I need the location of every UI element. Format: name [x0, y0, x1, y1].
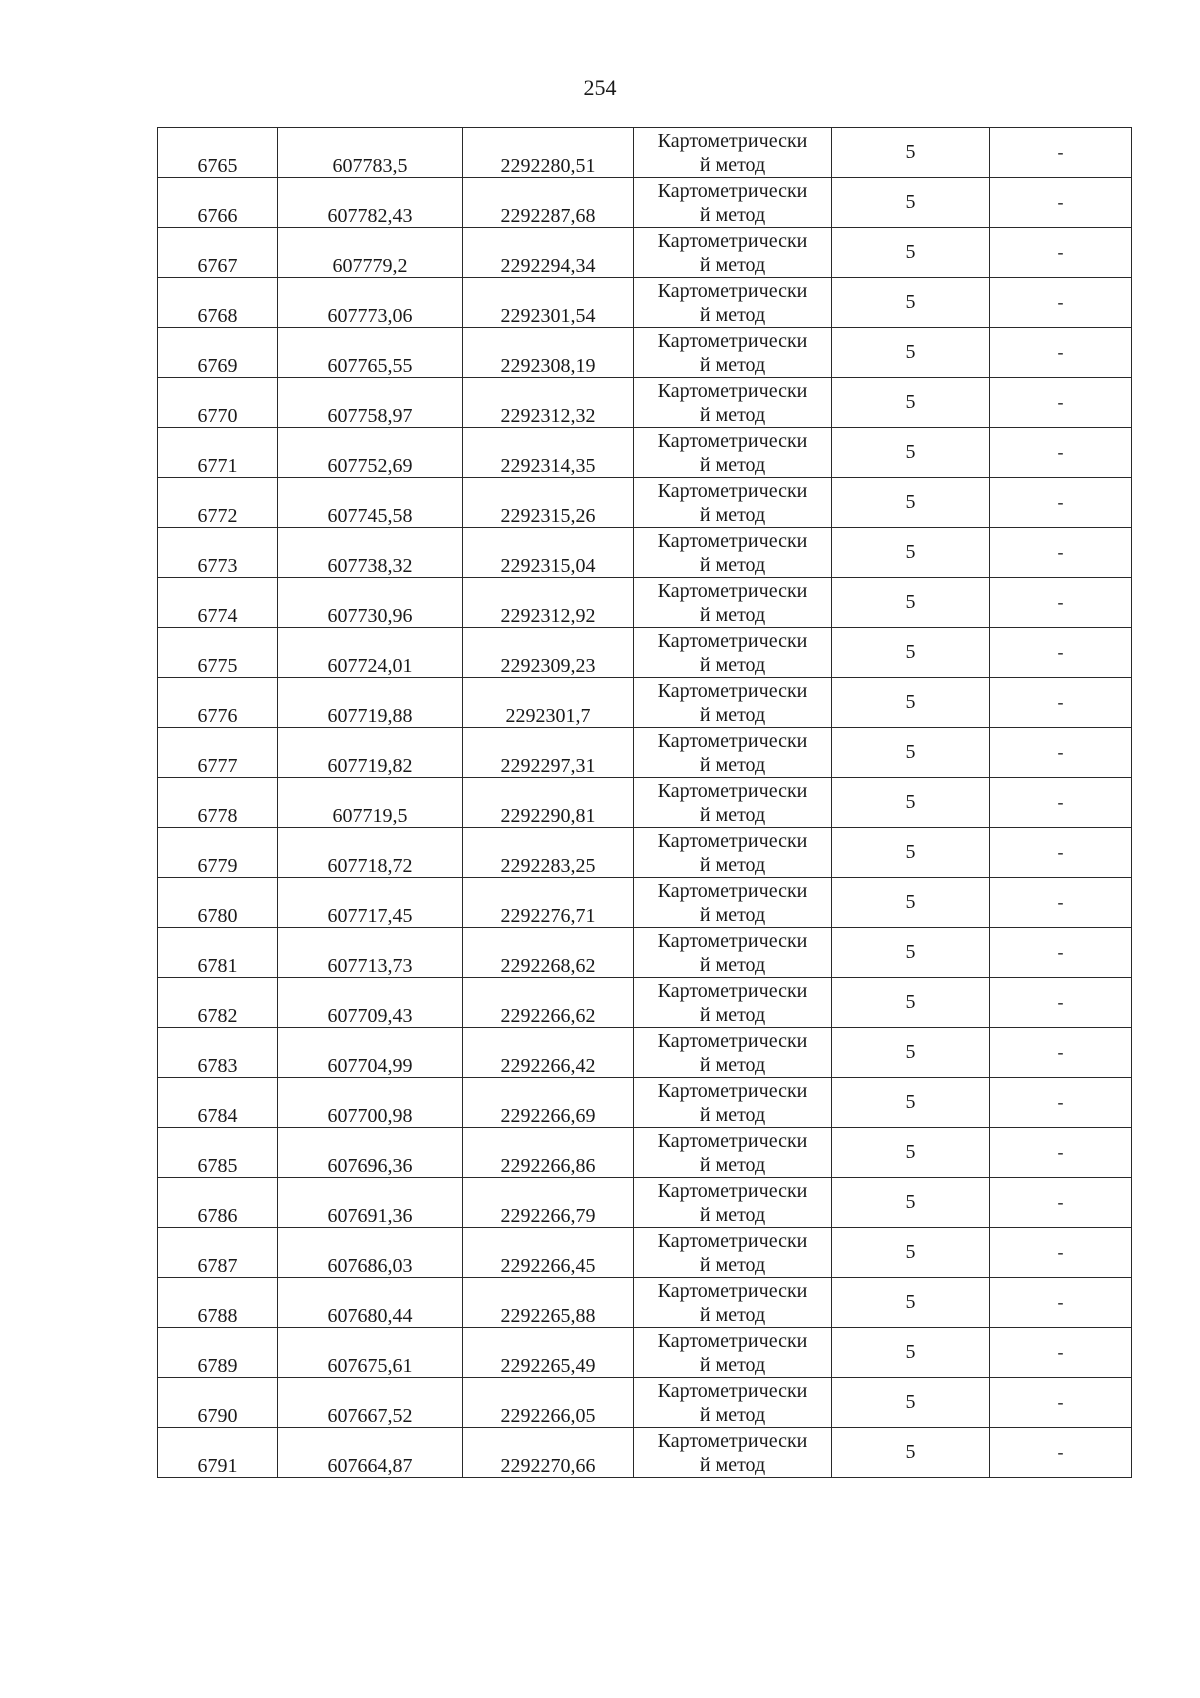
- y-coordinate-cell: 2292270,66: [463, 1428, 634, 1478]
- table-row: [158, 1078, 1132, 1128]
- y-coordinate-cell: 2292280,51: [463, 128, 634, 178]
- point-number-cell: 6785: [158, 1128, 278, 1178]
- method-line-1: Картометрически: [657, 1179, 808, 1202]
- method-line-2: й метод: [699, 1203, 766, 1226]
- accuracy-cell: 5: [832, 978, 990, 1028]
- method-cell: [634, 1228, 832, 1278]
- accuracy-cell: 5: [832, 778, 990, 828]
- x-coordinate-cell: 607752,69: [278, 428, 463, 478]
- y-coordinate-cell: 2292312,32: [463, 378, 634, 428]
- method-line-1: Картометрически: [657, 429, 808, 452]
- point-number-cell: 6783: [158, 1028, 278, 1078]
- accuracy-cell: 5: [832, 1078, 990, 1128]
- method-line-2: й метод: [699, 653, 766, 676]
- y-coordinate-cell: 2292266,86: [463, 1128, 634, 1178]
- table-row: [158, 1128, 1132, 1178]
- method-line-1: Картометрически: [657, 1229, 808, 1252]
- point-number-cell: 6779: [158, 828, 278, 878]
- x-coordinate-cell: 607704,99: [278, 1028, 463, 1078]
- accuracy-cell: 5: [832, 228, 990, 278]
- note-cell: -: [990, 1378, 1132, 1428]
- coordinates-table-body: [158, 128, 1132, 1478]
- point-number-cell: 6769: [158, 328, 278, 378]
- table-row: [158, 278, 1132, 328]
- accuracy-cell: 5: [832, 1378, 990, 1428]
- table-row: [158, 128, 1132, 178]
- y-coordinate-cell: 2292309,23: [463, 628, 634, 678]
- x-coordinate-cell: 607758,97: [278, 378, 463, 428]
- accuracy-cell: 5: [832, 178, 990, 228]
- note-cell: -: [990, 1028, 1132, 1078]
- method-line-2: й метод: [699, 1453, 766, 1476]
- method-cell: [634, 278, 832, 328]
- note-cell: -: [990, 778, 1132, 828]
- table-row: [158, 1378, 1132, 1428]
- method-cell: [634, 1178, 832, 1228]
- note-cell: -: [990, 478, 1132, 528]
- x-coordinate-cell: 607717,45: [278, 878, 463, 928]
- method-line-1: Картометрически: [657, 879, 808, 902]
- method-line-2: й метод: [699, 203, 766, 226]
- y-coordinate-cell: 2292312,92: [463, 578, 634, 628]
- method-line-2: й метод: [699, 353, 766, 376]
- table-row: [158, 328, 1132, 378]
- point-number-cell: 6770: [158, 378, 278, 428]
- x-coordinate-cell: 607745,58: [278, 478, 463, 528]
- method-cell: [634, 628, 832, 678]
- table-row: [158, 178, 1132, 228]
- method-cell: [634, 428, 832, 478]
- method-line-2: й метод: [699, 1253, 766, 1276]
- accuracy-cell: 5: [832, 878, 990, 928]
- table-row: [158, 1278, 1132, 1328]
- method-cell: [634, 128, 832, 178]
- y-coordinate-cell: 2292301,7: [463, 678, 634, 728]
- x-coordinate-cell: 607773,06: [278, 278, 463, 328]
- method-cell: [634, 178, 832, 228]
- table-row: [158, 1428, 1132, 1478]
- y-coordinate-cell: 2292268,62: [463, 928, 634, 978]
- method-line-1: Картометрически: [657, 629, 808, 652]
- method-line-2: й метод: [699, 1153, 766, 1176]
- method-line-2: й метод: [699, 303, 766, 326]
- method-cell: [634, 1028, 832, 1078]
- method-cell: [634, 828, 832, 878]
- method-line-2: й метод: [699, 803, 766, 826]
- method-line-2: й метод: [699, 603, 766, 626]
- table-row: [158, 978, 1132, 1028]
- method-line-1: Картометрически: [657, 479, 808, 502]
- method-line-1: Картометрически: [657, 179, 808, 202]
- method-line-2: й метод: [699, 453, 766, 476]
- page-number: 254: [583, 75, 617, 100]
- x-coordinate-cell: 607782,43: [278, 178, 463, 228]
- table-row: [158, 378, 1132, 428]
- method-line-1: Картометрически: [657, 1029, 808, 1052]
- method-line-2: й метод: [699, 1103, 766, 1126]
- method-line-2: й метод: [699, 853, 766, 876]
- point-number-cell: 6788: [158, 1278, 278, 1328]
- point-number-cell: 6789: [158, 1328, 278, 1378]
- coordinates-table: [157, 127, 1132, 1478]
- y-coordinate-cell: 2292315,26: [463, 478, 634, 528]
- method-cell: [634, 928, 832, 978]
- method-line-1: Картометрически: [657, 379, 808, 402]
- table-row: [158, 1028, 1132, 1078]
- x-coordinate-cell: 607730,96: [278, 578, 463, 628]
- note-cell: -: [990, 1128, 1132, 1178]
- table-row: [158, 928, 1132, 978]
- method-line-2: й метод: [699, 1003, 766, 1026]
- method-cell: [634, 328, 832, 378]
- x-coordinate-cell: 607675,61: [278, 1328, 463, 1378]
- table-row: [158, 228, 1132, 278]
- point-number-cell: 6774: [158, 578, 278, 628]
- point-number-cell: 6790: [158, 1378, 278, 1428]
- accuracy-cell: 5: [832, 928, 990, 978]
- x-coordinate-cell: 607713,73: [278, 928, 463, 978]
- accuracy-cell: 5: [832, 678, 990, 728]
- y-coordinate-cell: 2292265,49: [463, 1328, 634, 1378]
- note-cell: -: [990, 128, 1132, 178]
- y-coordinate-cell: 2292283,25: [463, 828, 634, 878]
- point-number-cell: 6776: [158, 678, 278, 728]
- y-coordinate-cell: 2292266,79: [463, 1178, 634, 1228]
- note-cell: -: [990, 1228, 1132, 1278]
- point-number-cell: 6786: [158, 1178, 278, 1228]
- method-line-1: Картометрически: [657, 329, 808, 352]
- note-cell: -: [990, 278, 1132, 328]
- note-cell: -: [990, 978, 1132, 1028]
- accuracy-cell: 5: [832, 428, 990, 478]
- method-cell: [634, 978, 832, 1028]
- method-cell: [634, 678, 832, 728]
- accuracy-cell: 5: [832, 528, 990, 578]
- method-cell: [634, 878, 832, 928]
- y-coordinate-cell: 2292266,45: [463, 1228, 634, 1278]
- method-line-1: Картометрически: [657, 729, 808, 752]
- note-cell: -: [990, 1278, 1132, 1328]
- point-number-cell: 6791: [158, 1428, 278, 1478]
- x-coordinate-cell: 607719,5: [278, 778, 463, 828]
- table-row: [158, 1178, 1132, 1228]
- method-line-2: й метод: [699, 253, 766, 276]
- method-line-2: й метод: [699, 553, 766, 576]
- table-row: [158, 1328, 1132, 1378]
- x-coordinate-cell: 607686,03: [278, 1228, 463, 1278]
- method-cell: [634, 1078, 832, 1128]
- method-line-2: й метод: [699, 1053, 766, 1076]
- y-coordinate-cell: 2292290,81: [463, 778, 634, 828]
- accuracy-cell: 5: [832, 628, 990, 678]
- note-cell: -: [990, 878, 1132, 928]
- accuracy-cell: 5: [832, 128, 990, 178]
- method-line-1: Картометрически: [657, 1129, 808, 1152]
- method-cell: [634, 228, 832, 278]
- y-coordinate-cell: 2292287,68: [463, 178, 634, 228]
- method-line-2: й метод: [699, 153, 766, 176]
- method-line-2: й метод: [699, 503, 766, 526]
- y-coordinate-cell: 2292266,62: [463, 978, 634, 1028]
- y-coordinate-cell: 2292314,35: [463, 428, 634, 478]
- x-coordinate-cell: 607718,72: [278, 828, 463, 878]
- x-coordinate-cell: 607700,98: [278, 1078, 463, 1128]
- method-cell: [634, 578, 832, 628]
- method-line-1: Картометрически: [657, 1379, 808, 1402]
- point-number-cell: 6771: [158, 428, 278, 478]
- table-row: [158, 728, 1132, 778]
- method-line-1: Картометрически: [657, 1079, 808, 1102]
- table-row: [158, 678, 1132, 728]
- note-cell: -: [990, 628, 1132, 678]
- table-row: [158, 428, 1132, 478]
- point-number-cell: 6787: [158, 1228, 278, 1278]
- method-line-2: й метод: [699, 1403, 766, 1426]
- x-coordinate-cell: 607664,87: [278, 1428, 463, 1478]
- x-coordinate-cell: 607779,2: [278, 228, 463, 278]
- method-line-2: й метод: [699, 903, 766, 926]
- method-cell: [634, 1378, 832, 1428]
- method-line-2: й метод: [699, 1353, 766, 1376]
- method-cell: [634, 1328, 832, 1378]
- note-cell: -: [990, 178, 1132, 228]
- table-row: [158, 1228, 1132, 1278]
- method-line-1: Картометрически: [657, 529, 808, 552]
- x-coordinate-cell: 607696,36: [278, 1128, 463, 1178]
- method-line-2: й метод: [699, 953, 766, 976]
- y-coordinate-cell: 2292266,05: [463, 1378, 634, 1428]
- method-cell: [634, 478, 832, 528]
- method-line-1: Картометрически: [657, 979, 808, 1002]
- method-line-2: й метод: [699, 753, 766, 776]
- point-number-cell: 6782: [158, 978, 278, 1028]
- accuracy-cell: 5: [832, 728, 990, 778]
- method-line-1: Картометрически: [657, 1329, 808, 1352]
- y-coordinate-cell: 2292266,69: [463, 1078, 634, 1128]
- point-number-cell: 6775: [158, 628, 278, 678]
- point-number-cell: 6768: [158, 278, 278, 328]
- point-number-cell: 6765: [158, 128, 278, 178]
- note-cell: -: [990, 1078, 1132, 1128]
- note-cell: -: [990, 428, 1132, 478]
- method-line-1: Картометрически: [657, 129, 808, 152]
- note-cell: -: [990, 1178, 1132, 1228]
- point-number-cell: 6781: [158, 928, 278, 978]
- accuracy-cell: 5: [832, 1178, 990, 1228]
- accuracy-cell: 5: [832, 828, 990, 878]
- x-coordinate-cell: 607691,36: [278, 1178, 463, 1228]
- x-coordinate-cell: 607680,44: [278, 1278, 463, 1328]
- accuracy-cell: 5: [832, 378, 990, 428]
- accuracy-cell: 5: [832, 278, 990, 328]
- point-number-cell: 6780: [158, 878, 278, 928]
- note-cell: -: [990, 528, 1132, 578]
- method-cell: [634, 778, 832, 828]
- method-cell: [634, 1428, 832, 1478]
- table-row: [158, 778, 1132, 828]
- y-coordinate-cell: 2292294,34: [463, 228, 634, 278]
- y-coordinate-cell: 2292265,88: [463, 1278, 634, 1328]
- method-line-1: Картометрически: [657, 779, 808, 802]
- x-coordinate-cell: 607738,32: [278, 528, 463, 578]
- accuracy-cell: 5: [832, 328, 990, 378]
- method-cell: [634, 1278, 832, 1328]
- method-line-1: Картометрически: [657, 679, 808, 702]
- method-line-1: Картометрически: [657, 229, 808, 252]
- note-cell: -: [990, 928, 1132, 978]
- note-cell: -: [990, 828, 1132, 878]
- note-cell: -: [990, 728, 1132, 778]
- accuracy-cell: 5: [832, 1128, 990, 1178]
- method-cell: [634, 378, 832, 428]
- method-cell: [634, 528, 832, 578]
- note-cell: -: [990, 1428, 1132, 1478]
- method-line-1: Картометрически: [657, 829, 808, 852]
- accuracy-cell: 5: [832, 478, 990, 528]
- accuracy-cell: 5: [832, 1028, 990, 1078]
- x-coordinate-cell: 607719,82: [278, 728, 463, 778]
- table-row: [158, 878, 1132, 928]
- point-number-cell: 6766: [158, 178, 278, 228]
- accuracy-cell: 5: [832, 1328, 990, 1378]
- table-row: [158, 528, 1132, 578]
- y-coordinate-cell: 2292276,71: [463, 878, 634, 928]
- note-cell: -: [990, 378, 1132, 428]
- point-number-cell: 6772: [158, 478, 278, 528]
- x-coordinate-cell: 607783,5: [278, 128, 463, 178]
- x-coordinate-cell: 607765,55: [278, 328, 463, 378]
- point-number-cell: 6773: [158, 528, 278, 578]
- method-line-1: Картометрически: [657, 579, 808, 602]
- note-cell: -: [990, 578, 1132, 628]
- method-line-1: Картометрически: [657, 279, 808, 302]
- table-row: [158, 578, 1132, 628]
- accuracy-cell: 5: [832, 1228, 990, 1278]
- point-number-cell: 6778: [158, 778, 278, 828]
- method-cell: [634, 1128, 832, 1178]
- point-number-cell: 6777: [158, 728, 278, 778]
- table-row: [158, 478, 1132, 528]
- y-coordinate-cell: 2292301,54: [463, 278, 634, 328]
- table-row: [158, 628, 1132, 678]
- method-line-2: й метод: [699, 403, 766, 426]
- y-coordinate-cell: 2292266,42: [463, 1028, 634, 1078]
- x-coordinate-cell: 607719,88: [278, 678, 463, 728]
- y-coordinate-cell: 2292308,19: [463, 328, 634, 378]
- method-line-2: й метод: [699, 1303, 766, 1326]
- note-cell: -: [990, 328, 1132, 378]
- method-line-1: Картометрически: [657, 929, 808, 952]
- method-line-1: Картометрически: [657, 1429, 808, 1452]
- note-cell: -: [990, 678, 1132, 728]
- accuracy-cell: 5: [832, 1428, 990, 1478]
- x-coordinate-cell: 607709,43: [278, 978, 463, 1028]
- x-coordinate-cell: 607667,52: [278, 1378, 463, 1428]
- table-row: [158, 828, 1132, 878]
- point-number-cell: 6767: [158, 228, 278, 278]
- method-cell: [634, 728, 832, 778]
- method-line-1: Картометрически: [657, 1279, 808, 1302]
- note-cell: -: [990, 228, 1132, 278]
- x-coordinate-cell: 607724,01: [278, 628, 463, 678]
- point-number-cell: 6784: [158, 1078, 278, 1128]
- y-coordinate-cell: 2292297,31: [463, 728, 634, 778]
- method-line-2: й метод: [699, 703, 766, 726]
- y-coordinate-cell: 2292315,04: [463, 528, 634, 578]
- accuracy-cell: 5: [832, 578, 990, 628]
- accuracy-cell: 5: [832, 1278, 990, 1328]
- note-cell: -: [990, 1328, 1132, 1378]
